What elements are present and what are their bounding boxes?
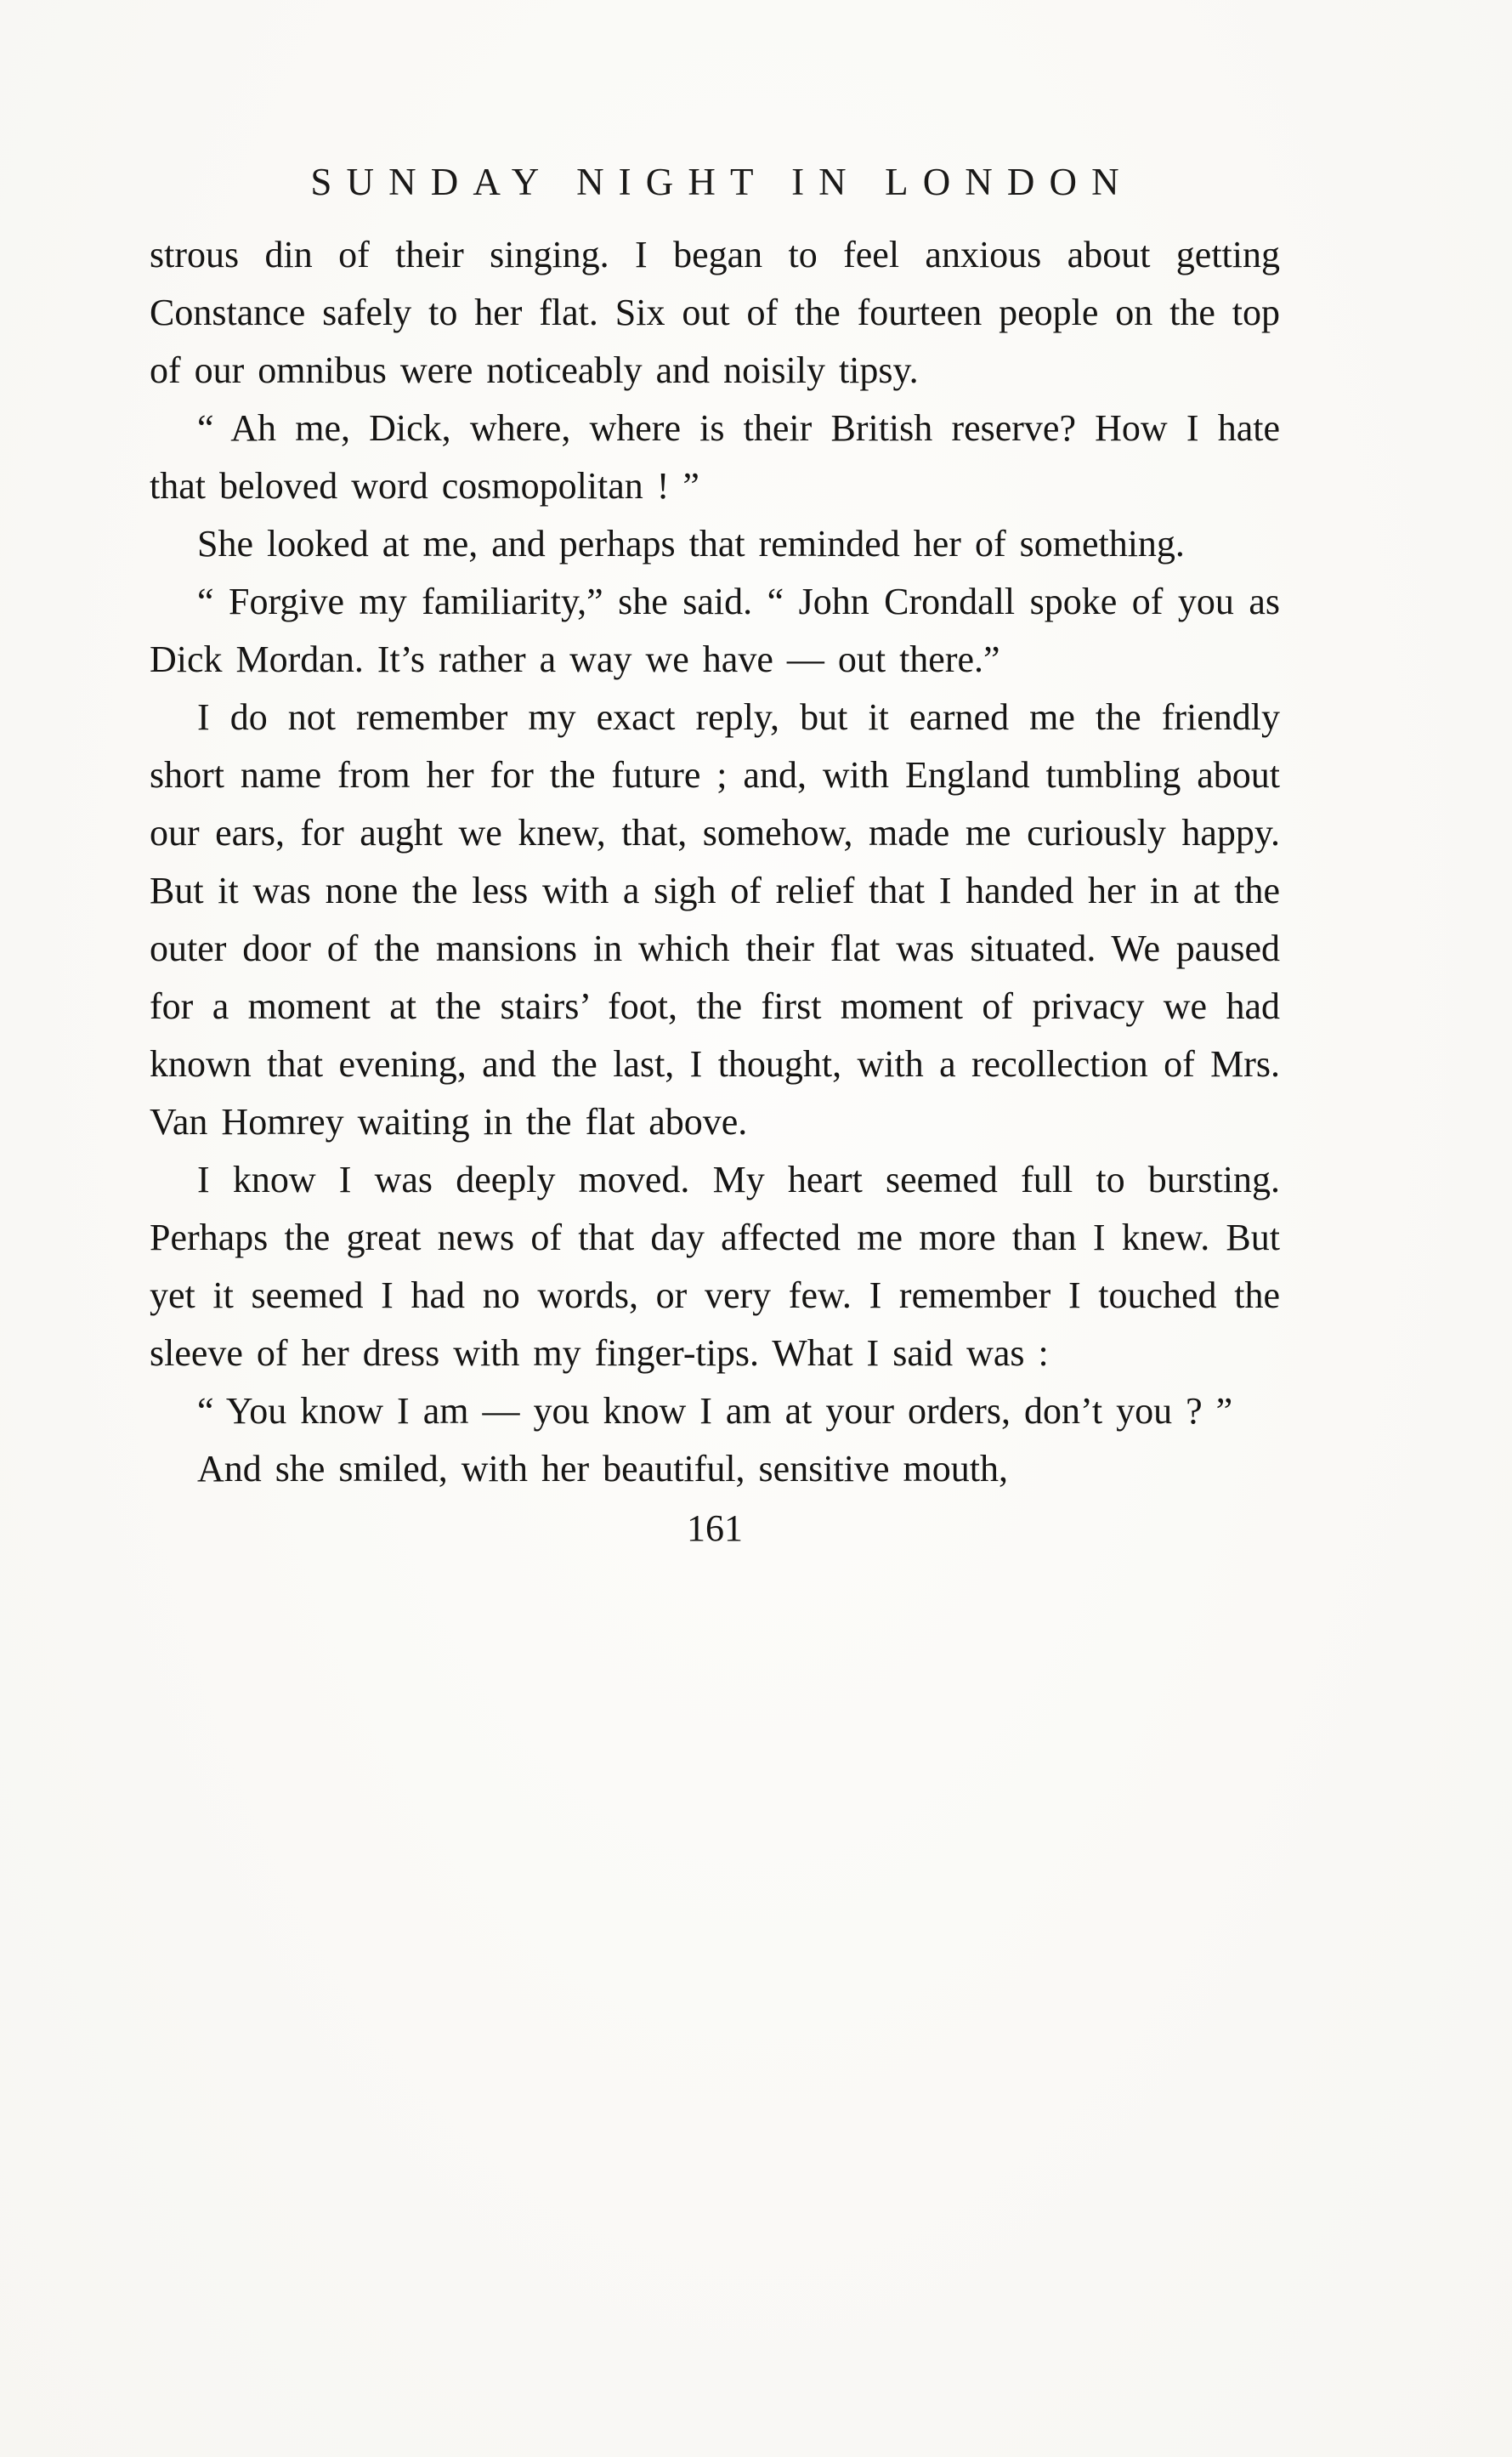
- paragraph: strous din of their singing. I began to feel anxious about getting Constance safely to her flat. Six out of the fourteen people on the top of our omnibus were noticeably and noisily tipsy.: [150, 234, 1280, 391]
- paragraph: And she smiled, with her beautiful, sensitive mouth,: [197, 1448, 1008, 1490]
- paragraph: “ Ah me, Dick, where, where is their British reserve? How I hate that beloved word cosmopolitan ! ”: [150, 407, 1280, 507]
- paragraph: “ You know I am — you know I am at your orders, don’t you ? ”: [197, 1390, 1233, 1432]
- page-number: 161: [687, 1507, 743, 1549]
- paragraph: She looked at me, and perhaps that reminded her of something.: [197, 523, 1185, 565]
- paragraph: “ Forgive my familiarity,” she said. “ John Crondall spoke of you as Dick Mordan. It’s rather a way we have — out there.”: [150, 581, 1280, 680]
- paragraph: I do not remember my exact reply, but it earned me the friendly short name from her for the future ; and, with England tumbling about our ears, for aught we knew, that, somehow, made me curiously happy. But it was none the less with a sigh of relief that I handed her in at the outer door of the mansions in which their flat was situated. We paused for a moment at the stairs’ foot, the first moment of privacy we had known that evening, and the last, I thought, with a recollection of Mrs. Van Homrey waiting in the flat above.: [150, 696, 1280, 1143]
- paragraph: I know I was deeply moved. My heart seemed full to bursting. Perhaps the great news of that day affected me more than I knew. But yet it seemed I had no words, or very few. I remember I touched the sleeve of her dress with my finger-tips. What I said was :: [150, 1159, 1280, 1374]
- running-header: SUNDAY NIGHT IN LONDON: [310, 161, 1134, 203]
- text-block: [150, 226, 1280, 1498]
